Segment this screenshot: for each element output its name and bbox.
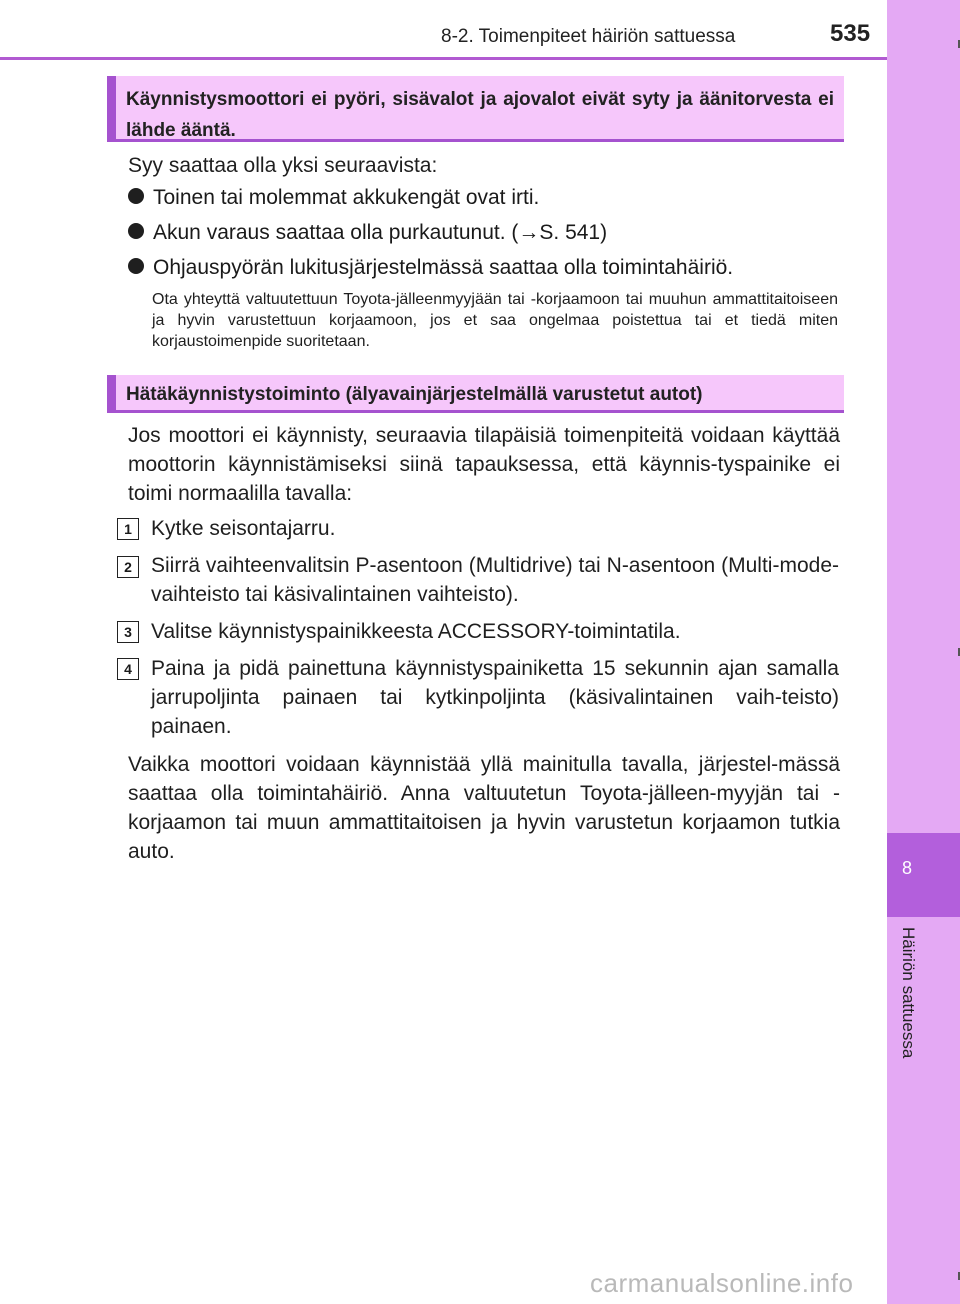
page-number: 535 xyxy=(830,20,871,47)
running-header-title: 8-2. Toimenpiteet häiriön sattuessa xyxy=(441,26,736,47)
step-text: Valitse käynnistyspainikkeesta ACCESSORY-toimintatila. xyxy=(151,620,681,643)
step-text: Siirrä vaihteenvalitsin P-asentoon (Multidrive) tai N-asentoon (Multi-mode-vaihteisto tai käsivalintainen vaihteisto). xyxy=(151,554,839,606)
bullet-text: Ohjauspyörän lukitusjärjestelmässä saattaa olla toimintahäiriö. xyxy=(153,256,734,279)
section-heading-emergency-start: Hätäkäynnistystoiminto (älyavainjärjestelmällä varustetut autot) xyxy=(107,375,844,413)
section2-intro: Jos moottori ei käynnisty, seuraavia tilapäisiä toimenpiteitä voidaan käyttää moottorin käynnistämiseksi siinä tapauksessa, että käynnis-tyspainike ei toimi normaalilla tavalla: xyxy=(128,424,840,505)
step-number-badge: 3 xyxy=(117,621,139,643)
step-number-badge: 2 xyxy=(117,556,139,578)
bullet-text: Akun varaus saattaa olla purkautunut. (→S. 541) xyxy=(153,221,608,244)
watermark-text: carmanualsonline.info xyxy=(590,1268,854,1298)
bullet-icon xyxy=(128,258,144,274)
bullet-item xyxy=(128,253,840,282)
step-text: Kytke seisontajarru. xyxy=(151,517,336,540)
section1-note: Ota yhteyttä valtuutettuun Toyota-jälleenmyyjään tai -korjaamoon tai muuhun ammattitaitoiseen ja hyvin varustettuun korjaamoon, jos et saa ongelmaa poistettua tai et tiedä miten korjaustoimenpide suoritetaan. xyxy=(152,291,838,350)
chapter-number: 8 xyxy=(901,858,912,878)
bullet-text: Toinen tai molemmat akkukengät ovat irti. xyxy=(153,186,540,209)
step-text: Paina ja pidä painettuna käynnistyspainiketta 15 sekunnin ajan samalla jarrupoljinta painaen tai kytkinpoljinta (käsivalintainen vaih-teisto) painaen. xyxy=(151,657,839,738)
bullet-item xyxy=(128,218,840,247)
step-number-badge: 1 xyxy=(117,518,139,540)
chapter-side-strip xyxy=(887,0,960,1304)
section2-closing: Vaikka moottori voidaan käynnistää yllä mainitulla tavalla, järjestel-mässä saattaa olla toimintahäiriö. Anna valtuutetun Toyota-jälleen-myyjän tai -korjaamon tai muun ammattitaitoisen ja hyvin varustetun korjaamon tutkia auto. xyxy=(128,753,840,863)
section-heading-starter: Käynnistysmoottori ei pyöri, sisävalot ja ajovalot eivät syty ja äänitorvesta ei lähde ääntä. xyxy=(107,76,844,142)
step-number-badge: 4 xyxy=(117,658,139,680)
bullet-item xyxy=(128,183,840,212)
chapter-side-label: Häiriön sattuessa xyxy=(899,927,918,1059)
bullet-icon xyxy=(128,223,144,239)
section1-intro: Syy saattaa olla yksi seuraavista: xyxy=(128,154,438,177)
header-divider xyxy=(0,57,887,60)
bullet-icon xyxy=(128,188,144,204)
